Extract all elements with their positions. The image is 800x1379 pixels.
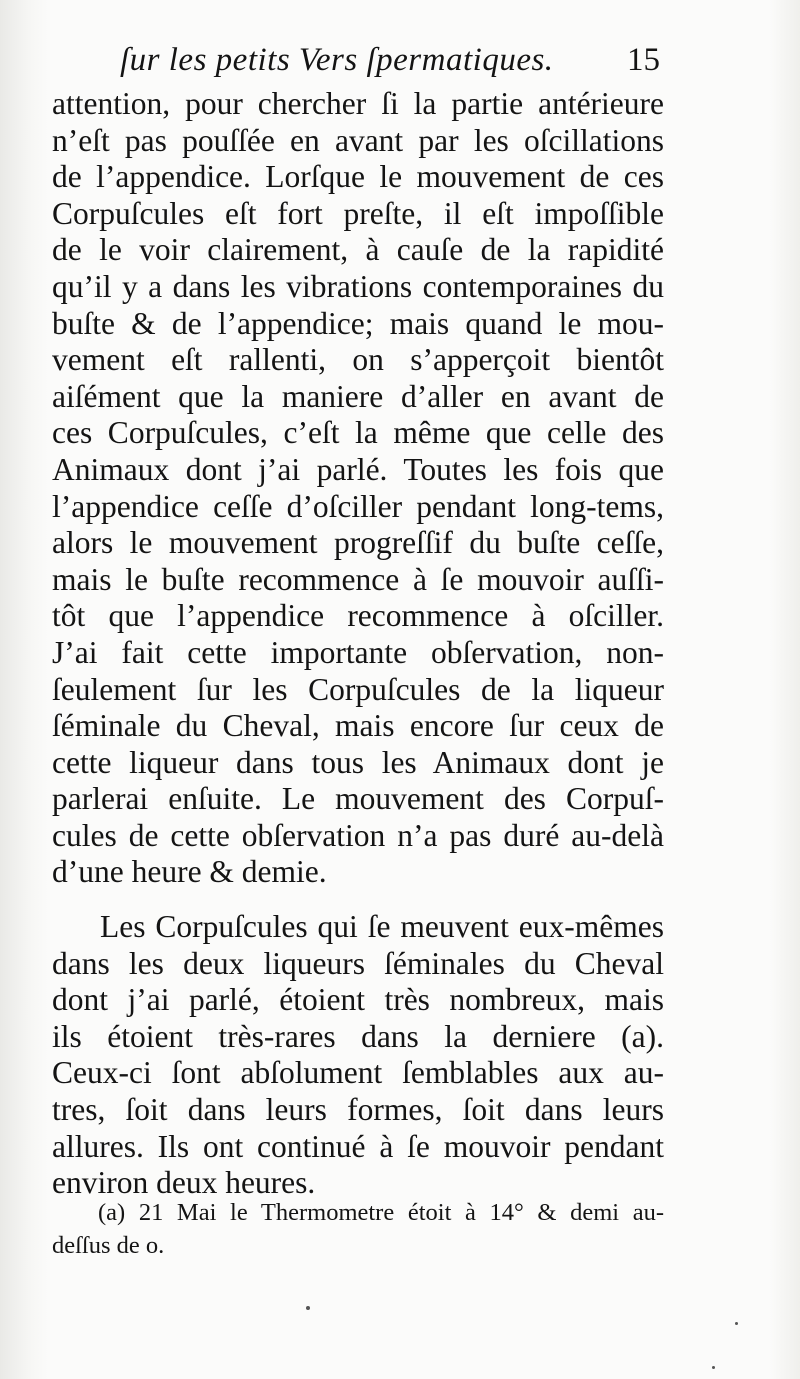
text-line: allures. Ils ont continué à ſe mouvoir pendant (52, 1128, 664, 1164)
text-line: parlerai enſuite. Le mouvement des Corpuſ- (52, 781, 664, 817)
text-line: cules de cette obſervation n’a pas duré au-delà (52, 817, 664, 853)
text-line: d’une heure & demie. (52, 854, 327, 890)
text-line: dans les deux liqueurs ſéminales du Cheval (52, 945, 664, 981)
text-line: tôt que l’appendice recommence à oſciller. (52, 598, 664, 634)
paragraph (52, 86, 664, 891)
text-line: Ceux-ci ſont abſolument ſemblables aux au- (52, 1055, 664, 1091)
text-line: buſte & de l’appendice; mais quand le mou- (52, 305, 664, 341)
running-head: ſur les petits Vers ſpermatiques. (120, 42, 554, 78)
text-line: tres, ſoit dans leurs formes, ſoit dans leurs (52, 1092, 664, 1128)
text-line: alors le mouvement progreſſif du buſte ceſſe, (52, 525, 664, 561)
ink-speck (712, 1366, 715, 1369)
text-line: l’appendice ceſſe d’oſciller pendant long-tems, (52, 488, 664, 524)
text-line: Corpuſcules eſt fort preſte, il eſt impoſſible (52, 195, 664, 231)
text-line: ſeulement ſur les Corpuſcules de la liqueur (52, 671, 664, 707)
text-line: de le voir clairement, à cauſe de la rapidité (52, 232, 664, 268)
text-line: n’eſt pas pouſſée en avant par les oſcillations (52, 122, 664, 158)
text-line: ſéminale du Cheval, mais encore ſur ceux de (52, 708, 664, 744)
text-line: dont j’ai parlé, étoient très nombreux, mais (52, 982, 664, 1018)
body-text (52, 86, 664, 1202)
text-line: attention, pour chercher ſi la partie antérieure (52, 86, 664, 121)
text-line: de l’appendice. Lorſque le mouvement de ces (52, 159, 664, 195)
text-line: cette liqueur dans tous les Animaux dont je (52, 744, 664, 780)
footnote-line: (a) 21 Mai le Thermometre étoit à 14° & demi au- (98, 1199, 664, 1226)
page-spine-shadow (0, 0, 48, 1379)
paragraph (52, 909, 664, 1202)
paragraph-gap (52, 891, 664, 909)
text-line: qu’il y a dans les vibrations contemporaines du (52, 268, 664, 304)
text-line: ces Corpuſcules, c’eſt la même que celle des (52, 415, 664, 451)
text-line: environ deux heures. (52, 1165, 316, 1201)
ink-speck (306, 1306, 310, 1310)
footnote-line: deſſus de o. (52, 1232, 165, 1259)
ink-speck (735, 1322, 738, 1325)
footnote (52, 1196, 664, 1262)
text-line: Animaux dont j’ai parlé. Toutes les fois que (52, 451, 664, 487)
page-header (120, 42, 660, 88)
page-edge-shadow (770, 0, 800, 1379)
text-line: mais le buſte recommence à ſe mouvoir auſſi- (52, 561, 664, 597)
text-line: ils étoient très-rares dans la derniere (a). (52, 1018, 664, 1054)
text-line: vement eſt rallenti, on s’apperçoit bientôt (52, 342, 664, 378)
text-line: J’ai fait cette importante obſervation, non- (52, 634, 664, 670)
page-number: 15 (627, 42, 660, 78)
text-line: Les Corpuſcules qui ſe meuvent eux-mêmes (100, 909, 664, 945)
text-line: aiſément que la maniere d’aller en avant de (52, 378, 664, 414)
